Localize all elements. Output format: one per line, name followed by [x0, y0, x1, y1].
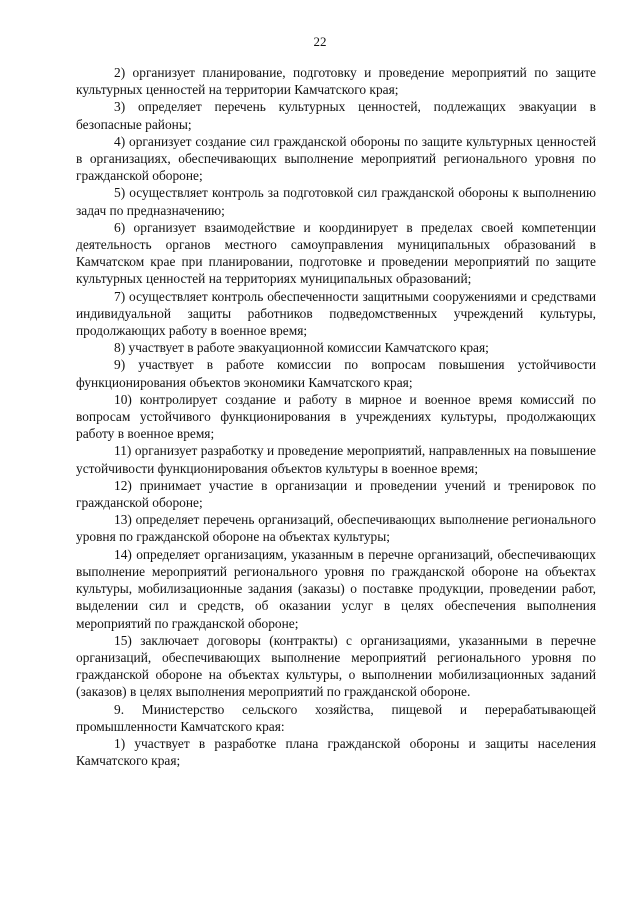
paragraph-item-7: 7) осуществляет контроль обеспеченности защитными сооружениями и средствами индивидуальной защиты работников подведомственных учреждений культуры, продолжающих работу в военное время;	[76, 288, 596, 339]
paragraph-item-12: 12) принимает участие в организации и проведении учений и тренировок по гражданской обороне;	[76, 477, 596, 511]
paragraph-item-8: 8) участвует в работе эвакуационной комиссии Камчатского края;	[114, 340, 489, 356]
document-body	[76, 64, 596, 769]
paragraph-item-9: 9) участвует в работе комиссии по вопросам повышения устойчивости функционирования объектов экономики Камчатского края;	[76, 357, 596, 390]
paragraph-item-15: 15) заключает договоры (контракты) с организациями, указанными в перечне организаций, обеспечивающих выполнение мероприятий регионального уровня по гражданской обороне на объектах культуры, о выполнении мобилизационных заданий (заказов) в целях выполнения мероприятий по гражданской обороне.	[76, 632, 596, 700]
paragraph-item-6: 6) организует взаимодействие и координирует в пределах своей компетенции деятельность органов местного самоуправления муниципальных образований в Камчатском крае при планировании, подготовке и проведении мероприятий по защите культурных ценностей на территориях муниципальных образований;	[76, 219, 596, 287]
paragraph-item-14: 14) определяет организациям, указанным в перечне организаций, обеспечивающих выполнение мероприятий регионального уровня по гражданской обороне на объектах культуры, мобилизационные задания (заказы) о поставке продукции, проведении работ, выделении сил и средств, об оказании услуг в целях обеспечения выполнения мероприятий по гражданской обороне;	[76, 546, 596, 631]
paragraph-item-4: 4) организует создание сил гражданской обороны по защите культурных ценностей в организациях, обеспечивающих выполнение мероприятий регионального уровня по гражданской обороне;	[76, 133, 596, 184]
paragraph-item-5: 5) осуществляет контроль за подготовкой сил гражданской обороны к выполнению задач по предназначению;	[76, 185, 596, 218]
section-9-heading: 9. Министерство сельского хозяйства, пищевой и перерабатывающей промышленности Камчатского края:	[76, 701, 596, 734]
paragraph-item-10: 10) контролирует создание и работу в мирное и военное время комиссий по вопросам устойчивого функционирования в учреждениях культуры, продолжающих работу в военное время;	[76, 391, 596, 442]
paragraph-item-11: 11) организует разработку и проведение мероприятий, направленных на повышение устойчивости функционирования объектов культуры в военное время;	[76, 443, 596, 476]
paragraph-item-2: 2) организует планирование, подготовку и проведение мероприятий по защите культурных ценностей на территории Камчатского края;	[76, 65, 596, 98]
paragraph-item-3: 3) определяет перечень культурных ценностей, подлежащих эвакуации в безопасные районы;	[76, 99, 596, 132]
page-number: 22	[313, 34, 327, 49]
section-9-item-1: 1) участвует в разработке плана гражданской обороны и защиты населения Камчатского края;	[76, 735, 596, 769]
paragraph-item-13: 13) определяет перечень организаций, обеспечивающих выполнение регионального уровня по гражданской обороне на объектах культуры;	[76, 512, 596, 545]
